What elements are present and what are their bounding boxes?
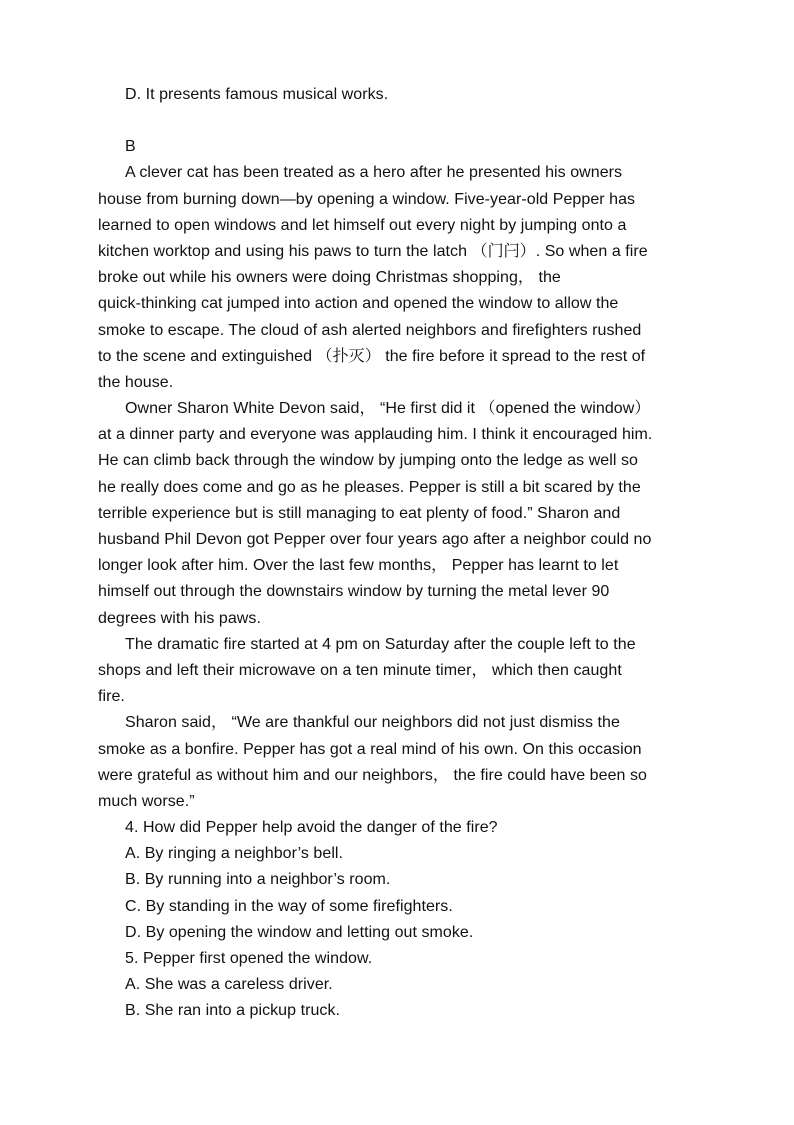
paragraph-line: broke out while his owners were doing Christmas shopping， the <box>98 269 561 287</box>
paragraph-4 <box>98 710 700 815</box>
paragraph-3 <box>98 632 700 711</box>
paragraph-line: he really does come and go as he pleases. Pepper is still a bit scared by the <box>98 478 641 496</box>
paragraph-line: house from burning down—by opening a window. Five-year-old Pepper has <box>98 190 636 208</box>
paragraph-line: A clever cat has been treated as a hero after he presented his owners <box>125 164 623 182</box>
paragraph-line: degrees with his paws. <box>98 609 261 627</box>
question-option-b: B. She ran into a pickup truck. <box>125 1002 340 1020</box>
paragraph-line: fire. <box>98 688 125 706</box>
paragraph-line: to the scene and extinguished （扑灭） the fire before it spread to the rest of <box>98 347 646 365</box>
paragraph-1 <box>98 160 700 396</box>
paragraph-line: terrible experience but is still managing to eat plenty of food.” Sharon and <box>98 504 621 522</box>
question-option-d: D. By opening the window and letting out smoke. <box>125 923 474 941</box>
paragraph-line: The dramatic fire started at 4 pm on Saturday after the couple left to the <box>125 635 636 653</box>
question-option-a: A. By ringing a neighbor’s bell. <box>125 845 344 863</box>
paragraph-2 <box>98 396 700 632</box>
question-option-c: C. By standing in the way of some firefighters. <box>125 897 453 915</box>
paragraph-line: at a dinner party and everyone was applauding him. I think it encouraged him. <box>98 426 653 444</box>
section-label: B <box>125 138 136 156</box>
paragraph-line: were grateful as without him and our neighbors， the fire could have been so <box>98 766 647 784</box>
question-5 <box>98 946 700 1025</box>
paragraph-line: husband Phil Devon got Pepper over four years ago after a neighbor could no <box>98 531 652 548</box>
paragraph-line: himself out through the downstairs window by turning the metal lever 90 <box>98 583 610 601</box>
previous-question-option-d: D. It presents famous musical works. <box>125 86 389 103</box>
paragraph-line: shops and left their microwave on a ten minute timer， which then caught <box>98 661 622 679</box>
paragraph-line: the house. <box>98 373 174 391</box>
blank-line <box>98 108 700 134</box>
paragraph-line: Sharon said， “We are thankful our neighbors did not just dismiss the <box>125 714 620 732</box>
question-option-b: B. By running into a neighbor’s room. <box>125 871 391 889</box>
paragraph-line: He can climb back through the window by jumping onto the ledge as well so <box>98 452 638 470</box>
question-stem: 5. Pepper first opened the window. <box>125 950 373 967</box>
paragraph-line: longer look after him. Over the last few months， Pepper has learnt to let <box>98 557 619 575</box>
paragraph-line: quick-thinking cat jumped into action and opened the window to allow the <box>98 295 619 313</box>
question-stem: 4. How did Pepper help avoid the danger of the fire? <box>125 819 498 837</box>
paragraph-line: smoke as a bonfire. Pepper has got a real mind of his own. On this occasion <box>98 740 642 758</box>
paragraph-line: learned to open windows and let himself out every night by jumping onto a <box>98 216 627 234</box>
question-4 <box>98 815 700 946</box>
paragraph-line: smoke to escape. The cloud of ash alerted neighbors and firefighters rushed <box>98 321 642 339</box>
paragraph-line: kitchen worktop and using his paws to turn the latch （门闩）. So when a fire <box>98 242 648 260</box>
document-content <box>98 82 700 1025</box>
paragraph-line: much worse.” <box>98 792 195 810</box>
paragraph-line: Owner Sharon White Devon said， “He first did it （opened the window） <box>125 400 651 418</box>
question-option-a: A. She was a careless driver. <box>125 976 333 994</box>
